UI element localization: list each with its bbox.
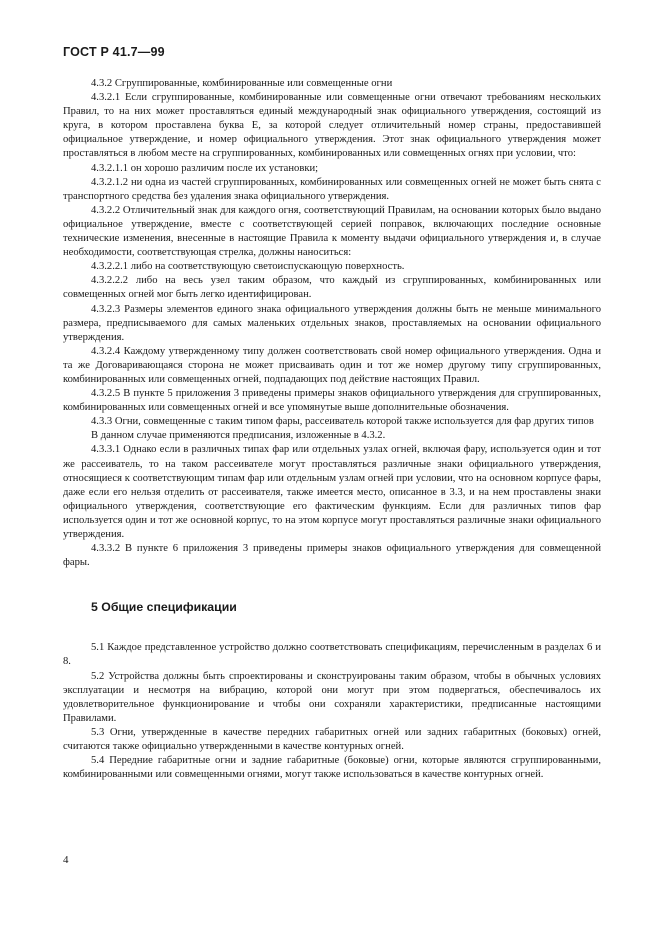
paragraph-5-4: 5.4 Передние габаритные огни и задние габаритные (боковые) огни, которые являются сгруппированными, комбинированными или совмещенными огнями, могут также использоваться в качестве контурных огней. bbox=[63, 755, 601, 781]
paragraph-4-3-2-3: 4.3.2.3 Размеры элементов единого знака официального утверждения должны быть не меньше минимального размера, предписываемого для самых маленьких отдельных знаков, проставляемых на основании официального утверждения. bbox=[63, 303, 601, 343]
paragraph-4-3-2-2: 4.3.2.2 Отличительный знак для каждого огня, соответствующий Правилам, на основании которых было выдано официальное утверждение, вместе с соответствующей серией поправок, включающих последние основные технические изменения, внесенные в настоящие Правила к моменту выдачи официального утверждения и, в случае необходимости, соответствующая стрелка, должны наноситься: bbox=[63, 204, 601, 259]
paragraph-4-3-2-4: 4.3.2.4 Каждому утвержденному типу должен соответствовать свой номер официального утверждения. Одна и та же Договаривающаяся сторона не может присваивать один и тот же номер другому типу сгруппированных, комбинированных или совмещенных огней, подпадающих под действие настоящих Правил. bbox=[63, 345, 601, 385]
paragraph-4-3-2: 4.3.2 Сгруппированные, комбинированные или совмещенные огни bbox=[91, 78, 393, 89]
paragraph-5-1: 5.1 Каждое представленное устройство должно соответствовать спецификациям, перечисленным в разделах 6 и 8. bbox=[63, 642, 601, 668]
paragraph-4-3-2-2-2: 4.3.2.2.2 либо на весь узел таким образом, что каждый из сгруппированных, комбинированных или совмещенных огней мог быть легко идентифицирован. bbox=[63, 275, 601, 301]
paragraph-4-3-3-intro: В данном случае применяются предписания, изложенные в 4.3.2. bbox=[91, 430, 386, 442]
page-number: 4 bbox=[63, 854, 69, 866]
section-heading: 5 Общие спецификации bbox=[91, 600, 237, 615]
paragraph-4-3-2-5: 4.3.2.5 В пункте 5 приложения 3 приведены примеры знаков официального утверждения для сгруппированных, комбинированных или совмещенных огней и все упомянутые выше дополнительные обозначения. bbox=[63, 388, 601, 414]
paragraph-4-3-2-1: 4.3.2.1 Если сгруппированные, комбинированные или совмещенные огни отвечают требованиям нескольких Правил, то на них может проставляться единый международный знак официального утверждения, состоящий из круга, в котором проставлена буква Е, за которой следует отличительный номер страны, предоставившей официальное утверждение, и номер официального утверждения. Этот знак официального утверждения может проставляться в любом месте на сгруппированных, комбинированных или совмещенных огнях при условии, что: bbox=[63, 92, 601, 160]
paragraph-4-3-3-1: 4.3.3.1 Однако если в различных типах фар или отдельных узлах огней, включая фару, используется один и тот же рассеиватель, то на таком рассеивателе могут проставляться различные знаки официального утверждения, относящиеся к соответствующим типам фар или отдельным узлам огней при условии, что на основном корпусе фары, даже если его нельзя отделить от рассеивателя, также имеется место, описанное в 3.3, и на нем проставлены знаки официального утверждения, соответствующие его фактическим функциям. Если для различных типов фар используется один и тот же основной корпус, то на этом корпусе могут проставляться различные знаки официального утверждения. bbox=[63, 444, 601, 540]
document-header: ГОСТ Р 41.7—99 bbox=[63, 45, 165, 59]
paragraph-4-3-2-1-2: 4.3.2.1.2 ни одна из частей сгруппированных, комбинированных или совмещенных огней не может быть снята с транспортного средства без удаления знака официального утверждения. bbox=[63, 176, 601, 202]
paragraph-4-3-3: 4.3.3 Огни, совмещенные с таким типом фары, рассеиватель которой также используется для фар других типов bbox=[91, 416, 594, 428]
document-body bbox=[63, 77, 601, 782]
paragraph-4-3-3-2: 4.3.3.2 В пункте 6 приложения 3 приведены примеры знаков официального утверждения для совмещенной фары. bbox=[63, 543, 601, 569]
paragraph-4-3-2-1-1: 4.3.2.1.1 он хорошо различим после их установки; bbox=[91, 162, 319, 174]
paragraph-5-3: 5.3 Огни, утвержденные в качестве передних габаритных огней или задних габаритных (боковых) огней, считаются также официально утвержденными в качестве контурных огней. bbox=[63, 726, 601, 753]
paragraph-4-3-2-2-1: 4.3.2.2.1 либо на соответствующую светоиспускающую поверхность. bbox=[91, 261, 405, 273]
paragraph-5-2: 5.2 Устройства должны быть спроектированы и сконструированы таким образом, чтобы в обычных условиях эксплуатации и несмотря на вибрацию, которой они могут при этом подвергаться, обеспечивалось их удовлетворительное функционирование и чтобы они сохраняли характеристики, предписанные настоящими Правилами. bbox=[63, 670, 601, 724]
